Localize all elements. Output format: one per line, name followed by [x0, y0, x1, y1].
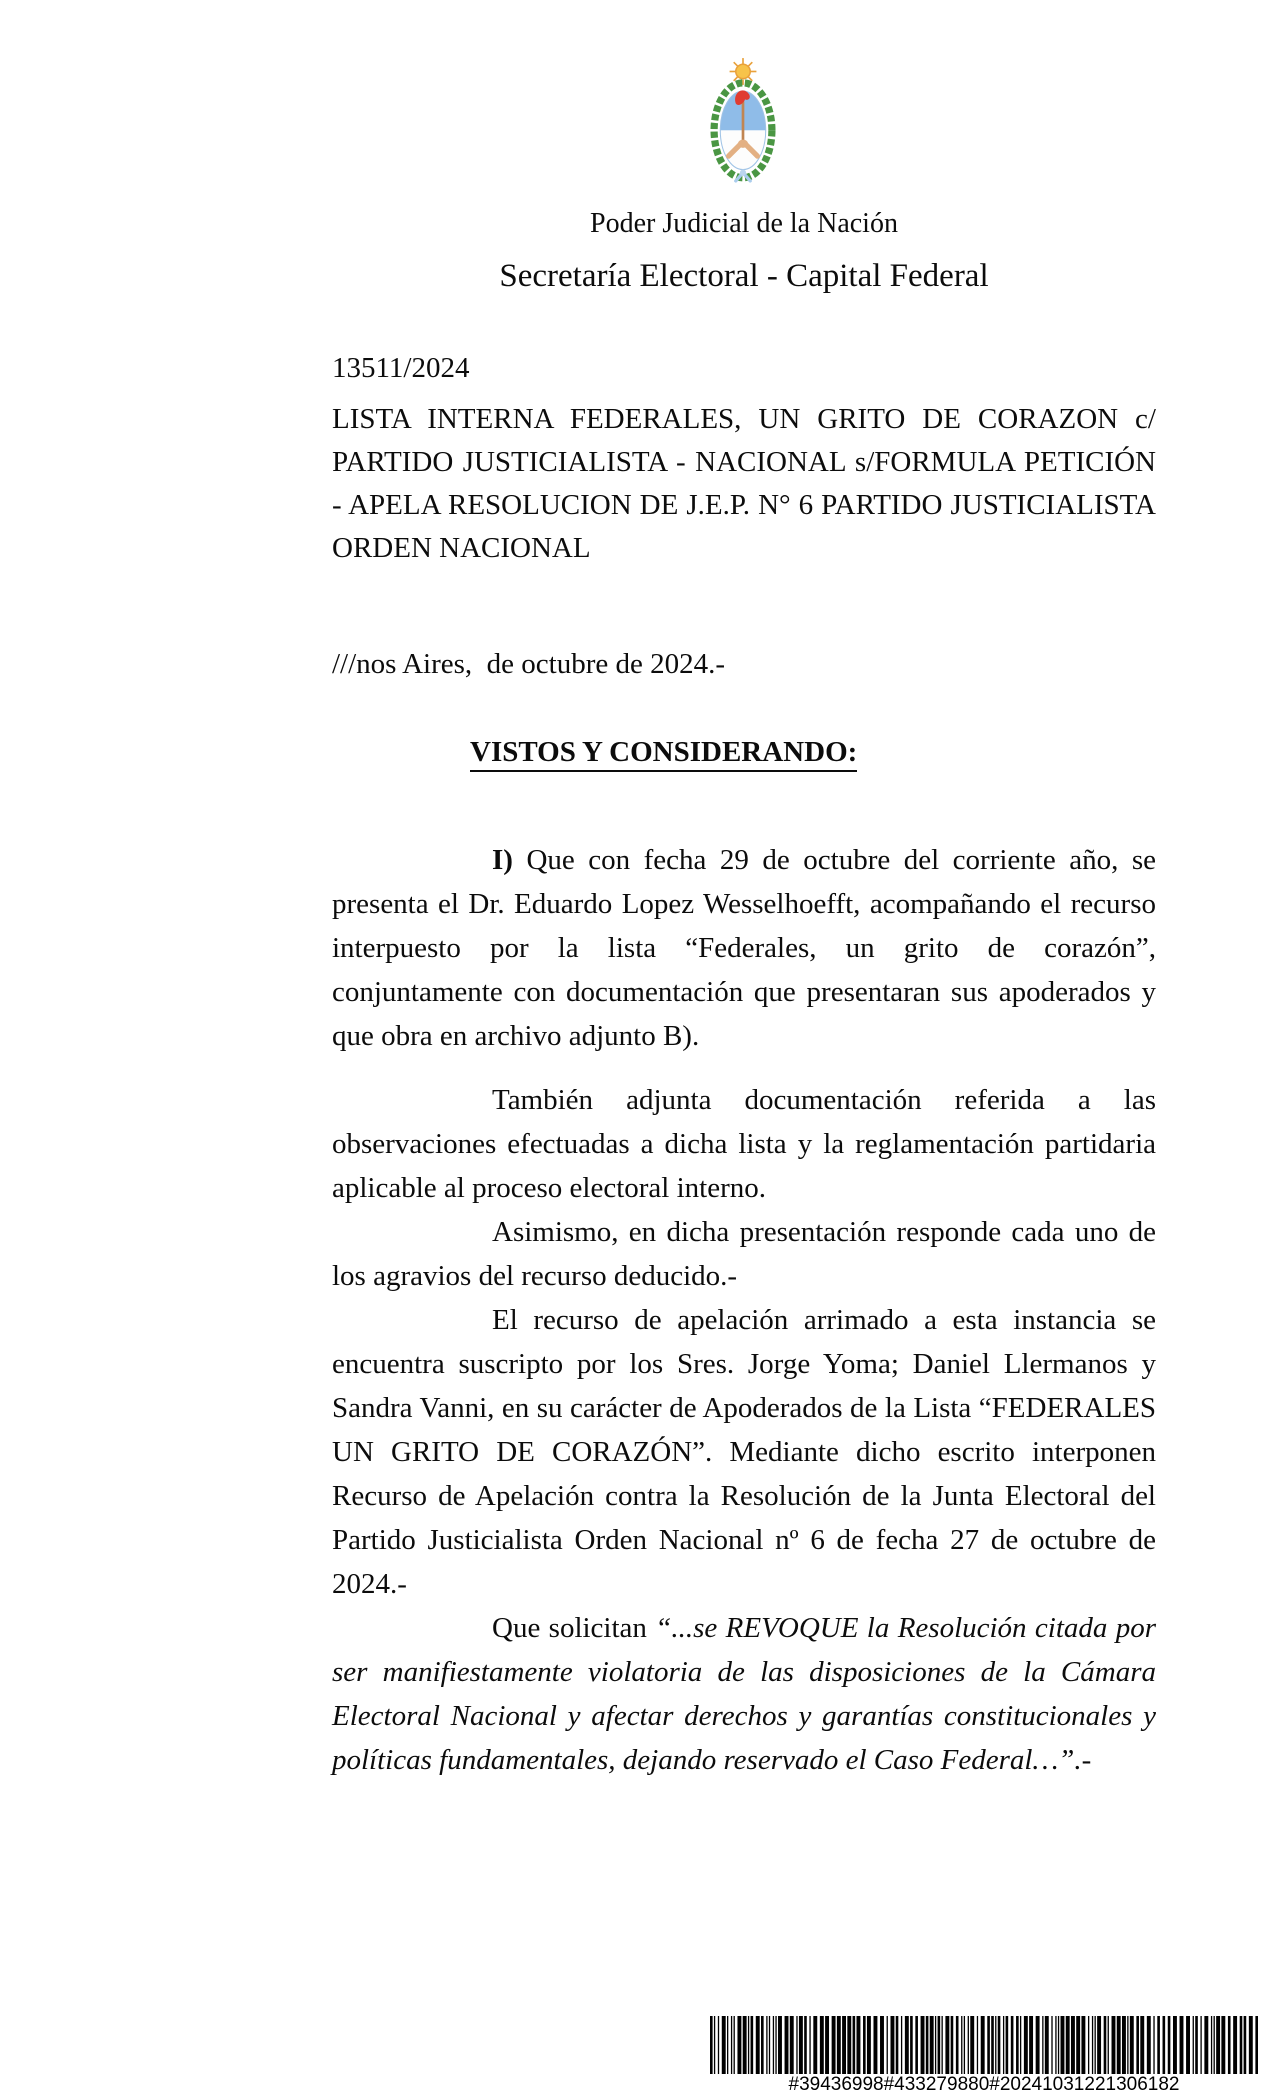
- paragraph-1-text: Que con fecha 29 de octubre del corriente año, se presenta el Dr. Eduardo Lopez Wesselhoefft, acompañando el recurso interpuesto por la lista “Federales, un grito de corazón”, conjuntamente con documentación que presentaran sus apoderados y que obra en archivo adjunto B).: [332, 844, 1156, 1052]
- paragraph-2: También adjunta documentación referida a las observaciones efectuadas a dicha lista y la reglamentación partidaria aplicable al proceso electoral interno.: [332, 1084, 1156, 1204]
- paragraph-5-intro: Que solicitan: [492, 1612, 647, 1644]
- document-body: [332, 838, 1156, 1782]
- dateline: ///nos Aires, de octubre de 2024.-: [332, 648, 726, 680]
- argentina-coat-of-arms-icon: [701, 56, 785, 184]
- paragraph-5: [332, 1606, 1156, 1782]
- barcode-bars-icon: [710, 2016, 1258, 2074]
- paragraph-1: [332, 838, 1156, 1058]
- section-heading: VISTOS Y CONSIDERANDO:: [470, 736, 857, 772]
- barcode: [710, 2016, 1258, 2096]
- institution-title: Poder Judicial de la Nación: [590, 208, 898, 239]
- paragraph-1-lead: I): [492, 844, 513, 876]
- paragraph-5-quote: “...se REVOQUE la Resolución citada por ser manifiestamente violatoria de las disposiciones de la Cámara Electoral Nacional y afectar derechos y garantías constitucionales y políticas fundamentales, dejando reservado el Caso Federal…”.-: [332, 1612, 1157, 1776]
- office-title: Secretaría Electoral - Capital Federal: [499, 258, 989, 294]
- paragraph-3: Asimismo, en dicha presentación responde cada uno de los agravios del recurso deducido.-: [332, 1216, 1156, 1292]
- barcode-number: #39436998#433279880#20241031221306182: [788, 2074, 1180, 2095]
- case-title: LISTA INTERNA FEDERALES, UN GRITO DE CORAZON c/ PARTIDO JUSTICIALISTA - NACIONAL s/FORMULA PETICIÓN - APELA RESOLUCION DE J.E.P. N° 6 PARTIDO JUSTICIALISTA ORDEN NACIONAL: [332, 403, 1156, 564]
- case-number: 13511/2024: [332, 352, 470, 384]
- paragraph-4: El recurso de apelación arrimado a esta instancia se encuentra suscripto por los Sres. Jorge Yoma; Daniel Llermanos y Sandra Vanni, en su carácter de Apoderados de la Lista “FEDERALES UN GRITO DE CORAZÓN”. Mediante dicho escrito interponen Recurso de Apelación contra la Resolución de la Junta Electoral del Partido Justicialista Orden Nacional nº 6 de fecha 27 de octubre de 2024.-: [332, 1304, 1156, 1600]
